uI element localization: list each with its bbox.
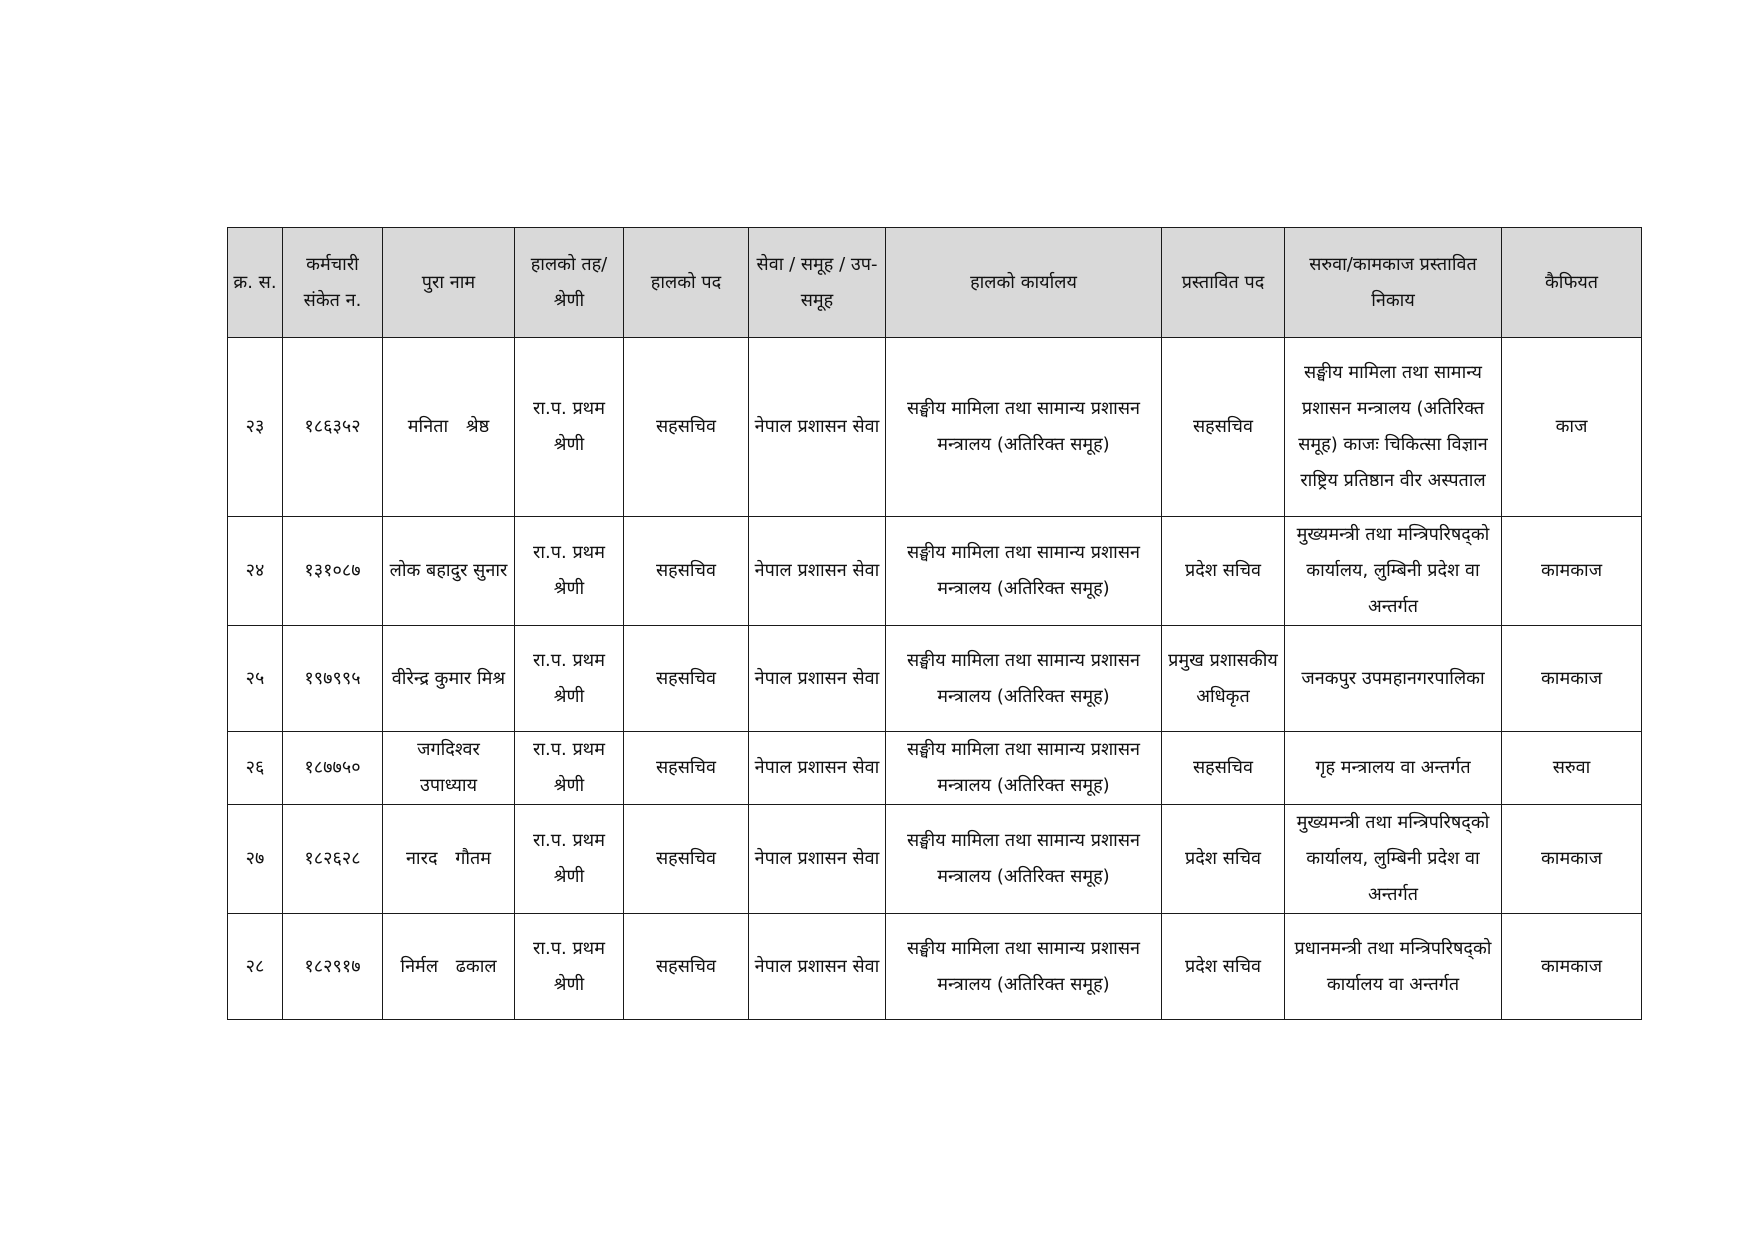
cell-service-group: नेपाल प्रशासन सेवा xyxy=(749,732,886,805)
cell-proposed-post: प्रदेश सचिव xyxy=(1162,517,1285,626)
cell-full-name: जगदिश्वर उपाध्याय xyxy=(383,732,515,805)
header-remarks: कैफियत xyxy=(1502,228,1642,338)
table-row xyxy=(228,732,1642,805)
cell-proposed-post: सहसचिव xyxy=(1162,732,1285,805)
cell-proposed-body: गृह मन्त्रालय वा अन्तर्गत xyxy=(1285,732,1502,805)
cell-employee-code: १८६३५२ xyxy=(283,338,383,517)
cell-serial-no: २५ xyxy=(228,626,283,732)
cell-remarks: कामकाज xyxy=(1502,517,1642,626)
cell-serial-no: २६ xyxy=(228,732,283,805)
header-current-post: हालको पद xyxy=(624,228,749,338)
cell-current-office: सङ्घीय मामिला तथा सामान्य प्रशासन मन्त्रालय (अतिरिक्त समूह) xyxy=(886,914,1162,1020)
table-row xyxy=(228,626,1642,732)
cell-remarks: कामकाज xyxy=(1502,914,1642,1020)
cell-serial-no: २८ xyxy=(228,914,283,1020)
cell-current-post: सहसचिव xyxy=(624,732,749,805)
cell-full-name: निर्मल ढकाल xyxy=(383,914,515,1020)
transfer-proposal-table xyxy=(227,227,1642,1020)
cell-remarks: काज xyxy=(1502,338,1642,517)
cell-employee-code: १८७७५० xyxy=(283,732,383,805)
cell-full-name: मनिता श्रेष्ठ xyxy=(383,338,515,517)
cell-current-level: रा.प. प्रथम श्रेणी xyxy=(515,732,624,805)
header-service-group: सेवा / समूह / उप-समूह xyxy=(749,228,886,338)
cell-proposed-body: सङ्घीय मामिला तथा सामान्य प्रशासन मन्त्रालय (अतिरिक्त समूह) काजः चिकित्सा विज्ञान राष्ट्रिय प्रतिष्ठान वीर अस्पताल xyxy=(1285,338,1502,517)
cell-full-name: नारद गौतम xyxy=(383,805,515,914)
cell-service-group: नेपाल प्रशासन सेवा xyxy=(749,338,886,517)
cell-service-group: नेपाल प्रशासन सेवा xyxy=(749,626,886,732)
cell-current-post: सहसचिव xyxy=(624,517,749,626)
header-full-name: पुरा नाम xyxy=(383,228,515,338)
table-header-row xyxy=(228,228,1642,338)
cell-proposed-post: प्रमुख प्रशासकीय अधिकृत xyxy=(1162,626,1285,732)
cell-serial-no: २७ xyxy=(228,805,283,914)
cell-proposed-post: सहसचिव xyxy=(1162,338,1285,517)
cell-remarks: कामकाज xyxy=(1502,626,1642,732)
cell-proposed-body: मुख्यमन्त्री तथा मन्त्रिपरिषद्को कार्यालय, लुम्बिनी प्रदेश वा अन्तर्गत xyxy=(1285,805,1502,914)
cell-current-post: सहसचिव xyxy=(624,338,749,517)
cell-current-post: सहसचिव xyxy=(624,914,749,1020)
table-row xyxy=(228,914,1642,1020)
cell-full-name: वीरेन्द्र कुमार मिश्र xyxy=(383,626,515,732)
cell-proposed-body: प्रधानमन्त्री तथा मन्त्रिपरिषद्को कार्यालय वा अन्तर्गत xyxy=(1285,914,1502,1020)
cell-employee-code: १३१०८७ xyxy=(283,517,383,626)
cell-service-group: नेपाल प्रशासन सेवा xyxy=(749,805,886,914)
cell-serial-no: २४ xyxy=(228,517,283,626)
table-row xyxy=(228,517,1642,626)
cell-current-level: रा.प. प्रथम श्रेणी xyxy=(515,914,624,1020)
cell-service-group: नेपाल प्रशासन सेवा xyxy=(749,914,886,1020)
cell-employee-code: १८२६२८ xyxy=(283,805,383,914)
header-current-level: हालको तह/श्रेणी xyxy=(515,228,624,338)
cell-proposed-post: प्रदेश सचिव xyxy=(1162,914,1285,1020)
cell-full-name: लोक बहादुर सुनार xyxy=(383,517,515,626)
cell-proposed-body: मुख्यमन्त्री तथा मन्त्रिपरिषद्को कार्यालय, लुम्बिनी प्रदेश वा अन्तर्गत xyxy=(1285,517,1502,626)
cell-employee-code: १८२९१७ xyxy=(283,914,383,1020)
cell-service-group: नेपाल प्रशासन सेवा xyxy=(749,517,886,626)
cell-current-level: रा.प. प्रथम श्रेणी xyxy=(515,805,624,914)
cell-current-post: सहसचिव xyxy=(624,626,749,732)
table-row xyxy=(228,805,1642,914)
header-current-office: हालको कार्यालय xyxy=(886,228,1162,338)
cell-current-office: सङ्घीय मामिला तथा सामान्य प्रशासन मन्त्रालय (अतिरिक्त समूह) xyxy=(886,732,1162,805)
cell-serial-no: २३ xyxy=(228,338,283,517)
header-proposed-body: सरुवा/कामकाज प्रस्तावित निकाय xyxy=(1285,228,1502,338)
cell-proposed-body: जनकपुर उपमहानगरपालिका xyxy=(1285,626,1502,732)
table-row xyxy=(228,338,1642,517)
cell-current-office: सङ्घीय मामिला तथा सामान्य प्रशासन मन्त्रालय (अतिरिक्त समूह) xyxy=(886,805,1162,914)
cell-proposed-post: प्रदेश सचिव xyxy=(1162,805,1285,914)
header-proposed-post: प्रस्तावित पद xyxy=(1162,228,1285,338)
header-serial-no: क्र. स. xyxy=(228,228,283,338)
cell-current-level: रा.प. प्रथम श्रेणी xyxy=(515,517,624,626)
cell-current-post: सहसचिव xyxy=(624,805,749,914)
cell-remarks: कामकाज xyxy=(1502,805,1642,914)
header-employee-code: कर्मचारी संकेत न. xyxy=(283,228,383,338)
cell-remarks: सरुवा xyxy=(1502,732,1642,805)
cell-employee-code: १९७९९५ xyxy=(283,626,383,732)
cell-current-office: सङ्घीय मामिला तथा सामान्य प्रशासन मन्त्रालय (अतिरिक्त समूह) xyxy=(886,626,1162,732)
cell-current-office: सङ्घीय मामिला तथा सामान्य प्रशासन मन्त्रालय (अतिरिक्त समूह) xyxy=(886,517,1162,626)
cell-current-office: सङ्घीय मामिला तथा सामान्य प्रशासन मन्त्रालय (अतिरिक्त समूह) xyxy=(886,338,1162,517)
cell-current-level: रा.प. प्रथम श्रेणी xyxy=(515,338,624,517)
cell-current-level: रा.प. प्रथम श्रेणी xyxy=(515,626,624,732)
